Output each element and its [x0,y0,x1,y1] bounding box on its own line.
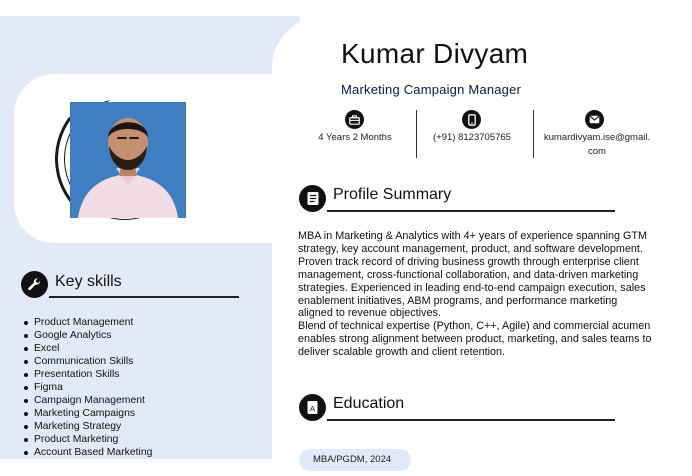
key-skills-list [34,316,152,459]
avatar [70,102,186,218]
candidate-name: Kumar Divyam [341,38,529,69]
email-text [538,131,656,159]
skill-item: Product Marketing [34,433,152,446]
key-skills-rule [49,296,239,298]
skill-item: Presentation Skills [34,368,152,381]
contact-divider-1 [416,110,417,158]
book-icon [299,394,326,421]
wrench-icon [21,271,48,298]
skill-item: Figma [34,381,152,394]
skill-item: Product Management [34,316,152,329]
briefcase-icon [345,110,364,129]
phone-icon [462,110,481,129]
email-icon [585,110,604,129]
document-icon [299,185,326,212]
skill-item: Marketing Campaigns [34,407,152,420]
profile-summary-rule [327,210,615,212]
email-text-line2: com [588,146,606,157]
candidate-role: Marketing Campaign Manager [341,82,522,97]
skill-item: Marketing Strategy [34,420,152,433]
profile-summary-text [298,230,653,359]
profile-photo-icon [70,102,186,218]
profile-summary-paragraph-2: Blend of technical expertise (Python, C++, Agile) and commercial acumen enables strong alignment between product, marketing, and sales teams to deliver scalable growth and client retention. [298,320,652,359]
skill-item: Communication Skills [34,355,152,368]
skill-item: Google Analytics [34,329,152,342]
key-skills-heading: Key skills [55,273,122,290]
svg-text:A: A [309,404,316,413]
skill-item: Account Based Marketing [34,447,153,458]
profile-summary-paragraph-1: MBA in Marketing & Analytics with 4+ years of experience spanning GTM strategy, key account management, product, and software development. Proven track record of driving business growth through enterprise client management, cross-functional collaboration, and data-driven marketing strategies. Experienced in leading end-to-end campaign execution, sales enablement initiatives, ABM programs, and performance marketing aligned to revenue objectives. [298,230,647,320]
education-heading: Education [333,395,405,412]
profile-summary-heading: Profile Summary [333,186,452,203]
experience-text: 4 Years 2 Months [318,132,392,143]
education-rule [327,419,615,421]
education-entry-badge: MBA/PGDM, 2024 [299,449,411,471]
skill-item: Excel [34,342,152,355]
email-text-line1: kumardivyam.ise@gmail. [543,132,651,143]
contact-divider-2 [533,110,534,158]
skill-item: Campaign Management [34,394,152,407]
phone-text: (+91) 8123705765 [433,132,511,143]
